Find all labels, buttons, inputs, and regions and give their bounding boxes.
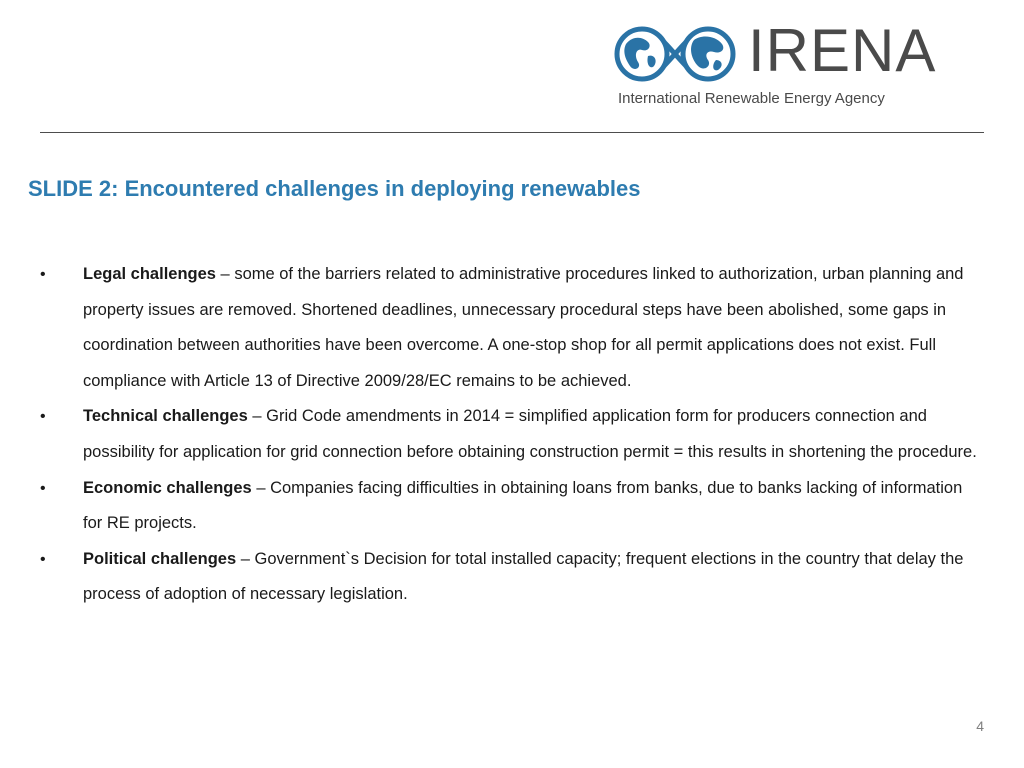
- globe-infinity-icon: [612, 24, 740, 84]
- page-number: 4: [976, 718, 984, 734]
- bullet-heading: Economic challenges: [83, 478, 252, 497]
- header-divider: [40, 132, 984, 133]
- bullet-dot-icon: •: [40, 550, 46, 568]
- logo-subtitle: International Renewable Energy Agency: [618, 90, 885, 107]
- bullet-text: – Companies facing difficulties in obtaining loans from banks, due to banks lacking of information for RE projects.: [83, 478, 963, 533]
- challenges-list: [40, 257, 980, 613]
- bullet-technical-challenges: [40, 399, 980, 470]
- bullet-dot-icon: •: [40, 408, 46, 426]
- bullet-heading: Technical challenges: [83, 407, 248, 426]
- bullet-economic-challenges: [40, 471, 980, 542]
- bullet-legal-challenges: [40, 257, 980, 399]
- logo-wordmark: IRENA: [748, 17, 937, 84]
- bullet-text: – Government`s Decision for total installed capacity; frequent elections in the country that delay the process of adoption of necessary legislation.: [83, 549, 964, 604]
- bullet-text: – some of the barriers related to administrative procedures linked to authorization, urban planning and property issues are removed. Shortened deadlines, unnecessary procedural steps have been abolished, some gaps in coordination between authorities have been overcome. A one-stop shop for all permit applications does not exist. Full compliance with Article 13 of Directive 2009/28/EC remains to be achieved.: [83, 265, 964, 390]
- bullet-political-challenges: [40, 542, 980, 613]
- bullet-text: – Grid Code amendments in 2014 = simplified application form for producers connection and possibility for application for grid connection before obtaining construction permit = this results in shortening the procedure.: [83, 407, 977, 461]
- bullet-dot-icon: •: [40, 479, 46, 497]
- bullet-dot-icon: •: [40, 266, 46, 283]
- bullet-heading: Political challenges: [83, 549, 237, 568]
- irena-logo: [610, 18, 960, 114]
- bullet-heading: Legal challenges: [83, 265, 216, 283]
- slide-title: SLIDE 2: Encountered challenges in deploying renewables: [28, 176, 641, 201]
